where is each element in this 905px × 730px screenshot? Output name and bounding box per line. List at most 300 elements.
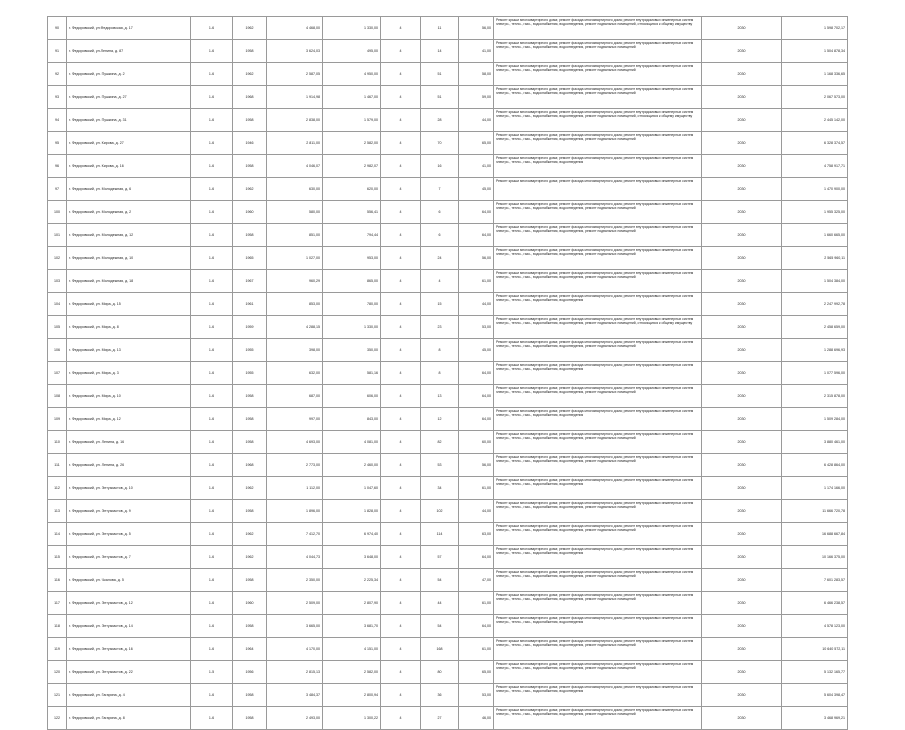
total-area-cell: 3 484,37 [267,684,323,707]
year-cell: 1962 [233,63,267,86]
total-area-cell: 4 288,15 [267,316,323,339]
completion-year-cell: 2030 [702,293,782,316]
address-cell: г. Федоровский, ул. Ленина, д. 16 [67,431,191,454]
address-cell: г. Федоровский, ул. Энтузиастов, д. 10 [67,477,191,500]
table-row [48,569,848,592]
floors-cell: 4 [381,86,421,109]
year-cell: 1965 [233,247,267,270]
row-number-cell: 107 [48,362,67,385]
works-list-cell: Ремонт крыши многоквартирного дома; ремонт фасада многоквартирного дома; ремонт внутридомовых инженерных систем [494,178,702,201]
total-area-cell: 3 624,03 [267,40,323,63]
works-list-cell: Ремонт крыши многоквартирного дома; ремонт фасада многоквартирного дома; ремонт внутридомовых инженерных систем электро-, тепло-, газо-, водоснабжения, водоотведения, ремонт подвальных помещений [494,431,702,454]
living-area-cell: 620,00 [323,178,381,201]
year-cell: 1958 [233,707,267,730]
living-area-cell: 556,41 [323,201,381,224]
material-cell: 1-6 [191,638,233,661]
total-cost-cell: 1 168 336,65 [782,63,848,86]
living-area-cell: 1 047,60 [323,477,381,500]
wear-cell: 64,00 [459,546,494,569]
living-area-cell: 953,00 [323,247,381,270]
material-cell: 1-5 [191,661,233,684]
material-cell: 1-6 [191,684,233,707]
residents-cell: 36 [421,684,459,707]
wear-cell: 60,00 [459,431,494,454]
year-cell: 1968 [233,454,267,477]
material-cell: 1-6 [191,132,233,155]
total-area-cell: 851,00 [267,224,323,247]
total-area-cell: 7 412,70 [267,523,323,546]
address-cell: г. Федоровский, ул.Федоровская, д. 17 [67,17,191,40]
material-cell: 1-6 [191,569,233,592]
total-cost-cell: 3 880 461,00 [782,431,848,454]
total-cost-cell: 4 758 917,71 [782,155,848,178]
material-cell: 1-6 [191,615,233,638]
year-cell: 1956 [233,661,267,684]
material-cell: 1-6 [191,270,233,293]
total-area-cell: 1 027,00 [267,247,323,270]
address-cell: г. Федоровский, ул. Пушкина, д. 31 [67,109,191,132]
address-cell: г. Федоровский, ул. Мира, д. 3 [67,362,191,385]
wear-cell: 59,00 [459,86,494,109]
completion-year-cell: 2030 [702,684,782,707]
year-cell: 1961 [233,293,267,316]
residents-cell: 51 [421,86,459,109]
living-area-cell: 1 467,00 [323,86,381,109]
floors-cell: 4 [381,684,421,707]
works-list-cell: Ремонт крыши многоквартирного дома; ремонт фасада многоквартирного дома; ремонт внутридомовых инженерных систем электро-, тепло-, газо-, водоснабжения, водоотведения, ремонт подвальных помещений [494,201,702,224]
total-cost-cell: 6 428 864,00 [782,454,848,477]
completion-year-cell: 2030 [702,247,782,270]
completion-year-cell: 2030 [702,224,782,247]
works-list-cell: Ремонт крыши многоквартирного дома; ремонт фасада многоквартирного дома; ремонт внутридомовых инженерных систем электро-, тепло-, газо-, водоснабжения, водоотведения, ремонт подвальных помещений [494,132,702,155]
completion-year-cell: 2030 [702,661,782,684]
material-cell: 1-6 [191,339,233,362]
table-row [48,155,848,178]
address-cell: г. Федоровский, ул. Молодежная, д. 6 [67,178,191,201]
row-number-cell: 105 [48,316,67,339]
total-area-cell: 630,00 [267,178,323,201]
wear-cell: 45,00 [459,178,494,201]
living-area-cell: 2 982,07 [323,155,381,178]
wear-cell: 53,00 [459,684,494,707]
works-list-cell: Ремонт крыши многоквартирного дома; ремонт фасада многоквартирного дома; ремонт внутридомовых инженерных систем электро-, тепло-, газо-, водоснабжения, водоотведения, ремонт подвальных помещений [494,224,702,247]
total-area-cell: 580,00 [267,201,323,224]
living-area-cell: 581,16 [323,362,381,385]
total-cost-cell: 1 955 325,00 [782,201,848,224]
completion-year-cell: 2030 [702,316,782,339]
completion-year-cell: 2030 [702,431,782,454]
completion-year-cell: 2030 [702,132,782,155]
material-cell: 1-6 [191,454,233,477]
living-area-cell: 2 800,94 [323,684,381,707]
total-cost-cell: 1 470 900,00 [782,178,848,201]
works-list-cell: Ремонт крыши многоквартирного дома; ремонт фасада многоквартирного дома; ремонт внутридомовых инженерных систем электро-, тепло-, газо-, водоснабжения, водоотведения, ремонт подвальных помещений, относящихся к общему имуществу [494,109,702,132]
housing-register-table [47,16,848,730]
wear-cell: 64,00 [459,201,494,224]
row-number-cell: 91 [48,40,67,63]
total-cost-cell: 2 067 573,00 [782,86,848,109]
works-list-cell: Ремонт крыши многоквартирного дома; ремонт фасада многоквартирного дома; ремонт внутридомовых инженерных систем электро-, тепло-, газо-, водоснабжения, водоотведения [494,684,702,707]
address-cell: г. Федоровский, ул. Мира, д. 12 [67,408,191,431]
total-cost-cell: 1 288 696,93 [782,339,848,362]
table-row [48,224,848,247]
living-area-cell: 1 828,00 [323,500,381,523]
total-cost-cell: 6 466 238,57 [782,592,848,615]
floors-cell: 4 [381,477,421,500]
living-area-cell: 4 081,00 [323,431,381,454]
address-cell: г. Федоровский, ул. Чкалова, д. 5 [67,569,191,592]
floors-cell: 4 [381,638,421,661]
wear-cell: 61,00 [459,638,494,661]
living-area-cell: 2 582,00 [323,661,381,684]
total-area-cell: 4 046,07 [267,155,323,178]
total-cost-cell: 2 565 960,11 [782,247,848,270]
table-row [48,684,848,707]
table-row [48,408,848,431]
works-list-cell: Ремонт крыши многоквартирного дома; ремонт фасада многоквартирного дома; ремонт внутридомовых инженерных систем электро-, тепло-, газо-, водоснабжения, водоотведения, ремонт подвальных помещений [494,63,702,86]
row-number-cell: 106 [48,339,67,362]
wear-cell: 61,00 [459,270,494,293]
floors-cell: 4 [381,523,421,546]
works-list-cell: Ремонт крыши многоквартирного дома; ремонт фасада многоквартирного дома; ремонт внутридомовых инженерных систем электро-, тепло-, газо-, водоснабжения, водоотведения, ремонт подвальных помещений [494,247,702,270]
year-cell: 1946 [233,132,267,155]
residents-cell: 114 [421,523,459,546]
floors-cell: 4 [381,109,421,132]
completion-year-cell: 2030 [702,155,782,178]
residents-cell: 80 [421,661,459,684]
table-row [48,201,848,224]
floors-cell: 4 [381,707,421,730]
works-list-cell: Ремонт крыши многоквартирного дома; ремонт фасада многоквартирного дома; ремонт внутридомовых инженерных систем электро-, тепло-, газо-, водоснабжения, водоотведения, ремонт подвальных помещений [494,500,702,523]
living-area-cell: 4 151,00 [323,638,381,661]
material-cell: 1-6 [191,385,233,408]
residents-cell: 70 [421,132,459,155]
floors-cell: 4 [381,40,421,63]
residents-cell: 28 [421,109,459,132]
year-cell: 1958 [233,224,267,247]
residents-cell: 53 [421,454,459,477]
works-list-cell: Ремонт крыши многоквартирного дома; ремонт фасада многоквартирного дома; ремонт внутридомовых инженерных систем электро-, тепло-, газо-, водоснабжения, водоотведения, ремонт подвальных помещений [494,270,702,293]
year-cell: 1959 [233,316,267,339]
year-cell: 1958 [233,615,267,638]
row-number-cell: 119 [48,638,67,661]
total-cost-cell: 5 604 398,47 [782,684,848,707]
row-number-cell: 117 [48,592,67,615]
living-area-cell: 843,00 [323,408,381,431]
floors-cell: 4 [381,224,421,247]
total-area-cell: 960,29 [267,270,323,293]
works-list-cell: Ремонт крыши многоквартирного дома; ремонт фасада многоквартирного дома; ремонт внутридомовых инженерных систем электро-, тепло-, газо-, водоснабжения, водоотведения [494,546,702,569]
living-area-cell: 865,00 [323,270,381,293]
floors-cell: 4 [381,178,421,201]
residents-cell: 8 [421,362,459,385]
total-cost-cell: 10 640 572,11 [782,638,848,661]
material-cell: 1-6 [191,293,233,316]
table-row [48,178,848,201]
total-cost-cell: 16 688 667,84 [782,523,848,546]
year-cell: 1968 [233,86,267,109]
residents-cell: 168 [421,638,459,661]
living-area-cell: 1 300,22 [323,707,381,730]
material-cell: 1-6 [191,40,233,63]
completion-year-cell: 2030 [702,477,782,500]
year-cell: 1958 [233,569,267,592]
total-area-cell: 632,00 [267,362,323,385]
row-number-cell: 102 [48,247,67,270]
living-area-cell: 1 579,00 [323,109,381,132]
row-number-cell: 94 [48,109,67,132]
year-cell: 1962 [233,546,267,569]
material-cell: 1-6 [191,178,233,201]
table-row [48,86,848,109]
wear-cell: 56,00 [459,247,494,270]
year-cell: 1960 [233,201,267,224]
row-number-cell: 93 [48,86,67,109]
table-row [48,270,848,293]
material-cell: 1-6 [191,500,233,523]
table-row [48,661,848,684]
total-area-cell: 398,00 [267,339,323,362]
completion-year-cell: 2030 [702,707,782,730]
residents-cell: 82 [421,431,459,454]
floors-cell: 4 [381,546,421,569]
wear-cell: 44,00 [459,500,494,523]
year-cell: 1958 [233,155,267,178]
completion-year-cell: 2030 [702,615,782,638]
year-cell: 1962 [233,523,267,546]
floors-cell: 4 [381,339,421,362]
living-area-cell: 780,00 [323,293,381,316]
residents-cell: 11 [421,17,459,40]
row-number-cell: 104 [48,293,67,316]
living-area-cell: 1 330,00 [323,17,381,40]
residents-cell: 102 [421,500,459,523]
row-number-cell: 118 [48,615,67,638]
completion-year-cell: 2030 [702,546,782,569]
year-cell: 1958 [233,109,267,132]
material-cell: 1-6 [191,224,233,247]
floors-cell: 4 [381,247,421,270]
address-cell: г. Федоровский, ул. Молодежная, д. 10 [67,247,191,270]
address-cell: г. Федоровский, ул. Мира, д. 8 [67,316,191,339]
residents-cell: 23 [421,316,459,339]
completion-year-cell: 2030 [702,569,782,592]
living-area-cell: 1 330,00 [323,316,381,339]
completion-year-cell: 2030 [702,385,782,408]
total-area-cell: 2 838,00 [267,109,323,132]
material-cell: 1-6 [191,316,233,339]
material-cell: 1-6 [191,523,233,546]
works-list-cell: Ремонт крыши многоквартирного дома; ремонт фасада многоквартирного дома; ремонт внутридомовых инженерных систем электро-, тепло-, газо-, водоснабжения, водоотведения, ремонт подвальных помещений [494,707,702,730]
table-row [48,638,848,661]
material-cell: 1-6 [191,109,233,132]
completion-year-cell: 2030 [702,201,782,224]
year-cell: 1960 [233,592,267,615]
total-cost-cell: 1 077 596,00 [782,362,848,385]
table-row [48,523,848,546]
row-number-cell: 120 [48,661,67,684]
total-cost-cell: 1 509 284,00 [782,408,848,431]
address-cell: г. Федоровский, ул. Ленина, д. 26 [67,454,191,477]
table-row [48,500,848,523]
total-area-cell: 4 693,00 [267,431,323,454]
works-list-cell: Ремонт крыши многоквартирного дома; ремонт фасада многоквартирного дома; ремонт внутридомовых инженерных систем электро-, тепло-, газо-, водоснабжения, водоотведения [494,293,702,316]
total-cost-cell: 6 328 374,57 [782,132,848,155]
total-cost-cell: 10 166 375,00 [782,546,848,569]
material-cell: 1-6 [191,201,233,224]
living-area-cell: 495,00 [323,40,381,63]
table-row [48,454,848,477]
material-cell: 1-6 [191,247,233,270]
table-row [48,362,848,385]
row-number-cell: 95 [48,132,67,155]
address-cell: г. Федоровский, ул. Энтузиастов, д. 12 [67,592,191,615]
living-area-cell: 794,44 [323,224,381,247]
total-area-cell: 1 914,98 [267,86,323,109]
address-cell: г. Федоровский, ул. Мира, д. 13 [67,339,191,362]
total-area-cell: 2 509,00 [267,592,323,615]
residents-cell: 15 [421,293,459,316]
living-area-cell: 2 460,00 [323,454,381,477]
row-number-cell: 97 [48,178,67,201]
total-cost-cell: 2 445 142,00 [782,109,848,132]
row-number-cell: 110 [48,431,67,454]
floors-cell: 4 [381,661,421,684]
address-cell: г. Федоровский, ул. Мира, д. 15 [67,293,191,316]
floors-cell: 4 [381,500,421,523]
residents-cell: 16 [421,155,459,178]
living-area-cell: 4 950,00 [323,63,381,86]
residents-cell: 4 [421,270,459,293]
completion-year-cell: 2030 [702,17,782,40]
living-area-cell: 350,00 [323,339,381,362]
material-cell: 1-6 [191,155,233,178]
row-number-cell: 108 [48,385,67,408]
address-cell: г. Федоровский, ул. Энтузиастов, д. 9 [67,500,191,523]
address-cell: г. Федоровский, ул. Энтузиастов, д. 7 [67,546,191,569]
completion-year-cell: 2030 [702,592,782,615]
address-cell: г. Федоровский, ул. Энтузиастов, д. 5 [67,523,191,546]
works-list-cell: Ремонт крыши многоквартирного дома; ремонт фасада многоквартирного дома; ремонт внутридомовых инженерных систем электро-, тепло-, газо-, водоснабжения, водоотведения, ремонт подвальных помещений [494,339,702,362]
living-area-cell: 3 681,70 [323,615,381,638]
floors-cell: 4 [381,293,421,316]
completion-year-cell: 2030 [702,362,782,385]
works-list-cell: Ремонт крыши многоквартирного дома; ремонт фасада многоквартирного дома; ремонт внутридомовых инженерных систем электро-, тепло-, газо-, водоснабжения, водоотведения, ремонт подвальных помещений [494,523,702,546]
row-number-cell: 122 [48,707,67,730]
total-area-cell: 2 815,13 [267,661,323,684]
wear-cell: 64,00 [459,362,494,385]
year-cell: 1962 [233,477,267,500]
table-row [48,546,848,569]
address-cell: г. Федоровский, ул. Гагарина, д. 8 [67,707,191,730]
wear-cell: 46,00 [459,707,494,730]
total-area-cell: 1 112,00 [267,477,323,500]
year-cell: 1962 [233,178,267,201]
works-list-cell: Ремонт крыши многоквартирного дома; ремонт фасада многоквартирного дома; ремонт внутридомовых инженерных систем электро-, тепло-, газо-, водоснабжения, водоотведения, ремонт подвальных помещений [494,661,702,684]
address-cell: г. Федоровский, ул. Молодежная, д. 2 [67,201,191,224]
works-list-cell: Ремонт крыши многоквартирного дома; ремонт фасада многоквартирного дома; ремонт внутридомовых инженерных систем электро-, тепло-, газо-, водоснабжения, водоотведения, ремонт подвальных помещений [494,40,702,63]
living-area-cell: 2 582,00 [323,132,381,155]
wear-cell: 56,00 [459,17,494,40]
residents-cell: 27 [421,707,459,730]
works-list-cell: Ремонт крыши многоквартирного дома; ремонт фасада многоквартирного дома; ремонт внутридомовых инженерных систем электро-, тепло-, газо-, водоснабжения, водоотведения, ремонт подвальных помещений [494,592,702,615]
year-cell: 1967 [233,270,267,293]
completion-year-cell: 2030 [702,339,782,362]
row-number-cell: 101 [48,224,67,247]
material-cell: 1-6 [191,592,233,615]
works-list-cell: Ремонт крыши многоквартирного дома; ремонт фасада многоквартирного дома; ремонт внутридомовых инженерных систем электро-, тепло-, газо-, водоснабжения, водоотведения [494,408,702,431]
total-area-cell: 2 350,00 [267,569,323,592]
total-area-cell: 2 811,00 [267,132,323,155]
table-row [48,339,848,362]
total-cost-cell: 1 660 665,00 [782,224,848,247]
table-row [48,63,848,86]
total-cost-cell: 1 598 702,17 [782,17,848,40]
residents-cell: 44 [421,592,459,615]
total-area-cell: 4 468,00 [267,17,323,40]
floors-cell: 4 [381,385,421,408]
row-number-cell: 113 [48,500,67,523]
completion-year-cell: 2030 [702,270,782,293]
row-number-cell: 115 [48,546,67,569]
address-cell: г. Федоровский, ул. Мира, д. 10 [67,385,191,408]
floors-cell: 4 [381,132,421,155]
total-area-cell: 997,00 [267,408,323,431]
floors-cell: 4 [381,569,421,592]
total-cost-cell: 4 578 123,00 [782,615,848,638]
works-list-cell: Ремонт крыши многоквартирного дома; ремонт фасада многоквартирного дома; ремонт внутридомовых инженерных систем электро-, тепло-, газо-, водоснабжения, водоотведения [494,477,702,500]
year-cell: 1958 [233,385,267,408]
address-cell: г. Федоровский, ул. Кирова, д. 16 [67,155,191,178]
address-cell: г. Федоровский, ул. Молодежная, д. 18 [67,270,191,293]
total-cost-cell: 1 504 384,00 [782,270,848,293]
residents-cell: 14 [421,40,459,63]
table-body [48,17,848,730]
completion-year-cell: 2030 [702,109,782,132]
wear-cell: 61,00 [459,477,494,500]
address-cell: г. Федоровский, ул. Энтузиастов, д. 14 [67,615,191,638]
floors-cell: 4 [381,201,421,224]
material-cell: 1-6 [191,362,233,385]
material-cell: 1-6 [191,546,233,569]
living-area-cell: 606,00 [323,385,381,408]
address-cell: г. Федоровский, ул. Пушкина, д. 27 [67,86,191,109]
material-cell: 1-6 [191,408,233,431]
works-list-cell: Ремонт крыши многоквартирного дома; ремонт фасада многоквартирного дома; ремонт внутридомовых инженерных систем электро-, тепло-, газо-, водоснабжения, водоотведения [494,615,702,638]
address-cell: г. Федоровский, ул. Энтузиастов, д. 16 [67,638,191,661]
residents-cell: 12 [421,408,459,431]
table-row [48,17,848,40]
table-row [48,40,848,63]
completion-year-cell: 2030 [702,638,782,661]
row-number-cell: 116 [48,569,67,592]
living-area-cell: 2 225,34 [323,569,381,592]
table-row [48,247,848,270]
total-area-cell: 1 896,00 [267,500,323,523]
address-cell: г. Федоровский, ул. Молодежная, д. 12 [67,224,191,247]
total-area-cell: 4 170,00 [267,638,323,661]
total-area-cell: 2 773,00 [267,454,323,477]
residents-cell: 24 [421,247,459,270]
year-cell: 1958 [233,684,267,707]
residents-cell: 13 [421,385,459,408]
residents-cell: 54 [421,569,459,592]
total-cost-cell: 1 504 878,34 [782,40,848,63]
living-area-cell: 3 648,00 [323,546,381,569]
row-number-cell: 103 [48,270,67,293]
table-row [48,615,848,638]
wear-cell: 61,00 [459,592,494,615]
